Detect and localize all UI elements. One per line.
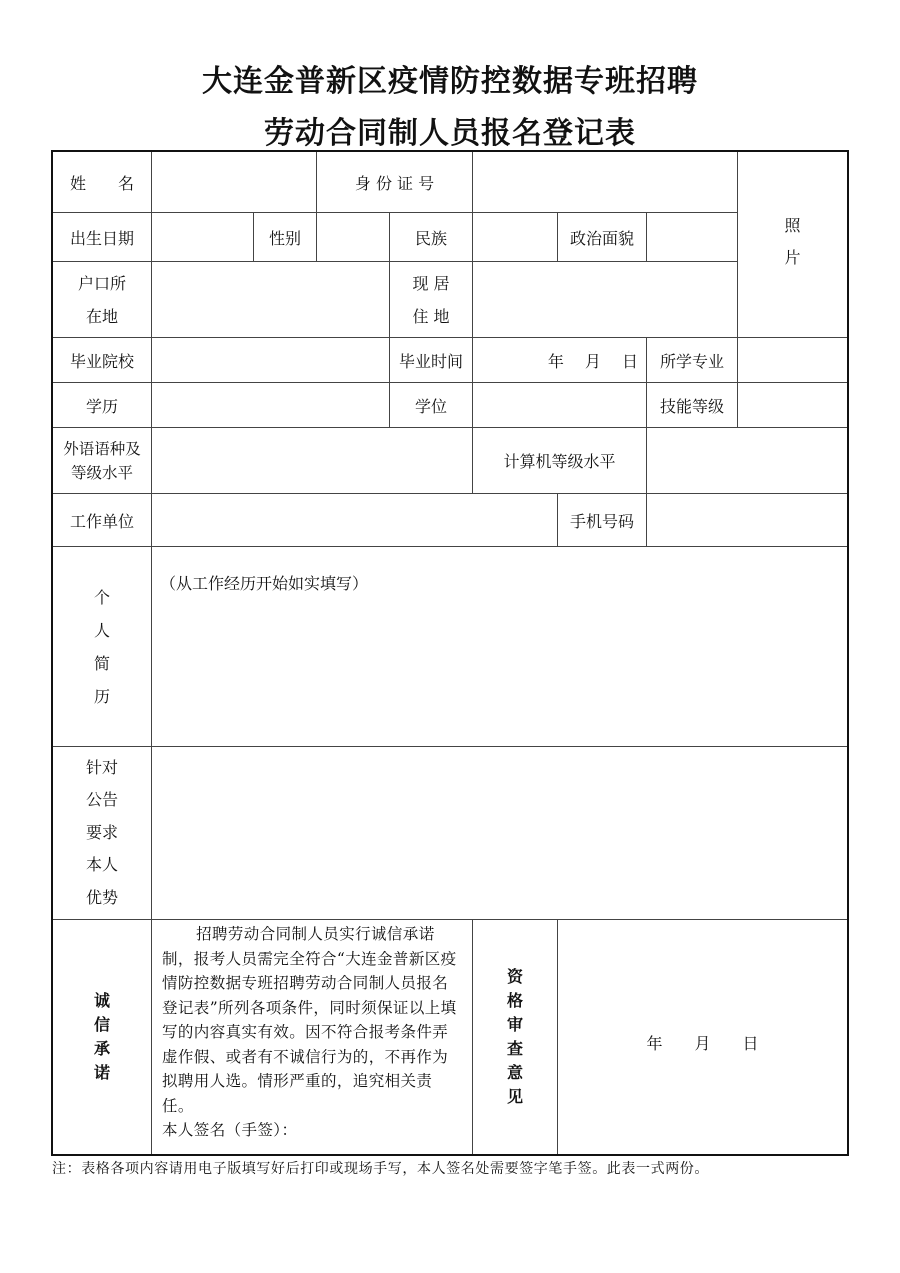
signature-label: 本人签名（手签）： [162,1121,298,1139]
computer-level-label-text: 计算机等级水平 [503,452,616,471]
school-field[interactable] [152,338,390,383]
degree-label [390,383,473,428]
resume-label-char: 个 [93,587,110,607]
review-label-char: 查 [506,1039,523,1058]
computer-level-field[interactable] [647,428,847,494]
major-field[interactable] [738,338,847,383]
resume-hint: （从工作经历开始如实填写） [160,574,369,593]
skill-level-field[interactable] [738,383,847,428]
phone-label-text: 手机号码 [569,511,634,531]
graduation-time-label [390,338,473,383]
id-number-label-text: 身 份 证 号 [354,173,435,193]
photo-label-1: 照 [784,216,801,235]
review-label-char: 见 [506,1087,523,1106]
birth-date-label-text: 出生日期 [69,228,134,248]
pledge-label-char: 诺 [93,1063,110,1082]
major-label [647,338,738,383]
graduation-time-label-text: 毕业时间 [398,351,463,371]
footer-note: 注：表格各项内容请用电子版填写好后打印或现场手写，本人签名处需要签字笔手签。此表一式两份。 [52,1161,709,1177]
gender-label [254,213,317,262]
residence-label-line-1: 现 居 [412,273,450,293]
name-label [53,152,152,213]
school-label [53,338,152,383]
employer-label-text: 工作单位 [69,511,134,531]
gender-label-text: 性别 [268,228,301,248]
photo-label-2: 片 [784,248,801,267]
hukou-label-line-1: 户口所 [77,273,126,293]
resume-field[interactable] [152,547,847,747]
advantage-label-line: 针对 [85,757,118,777]
language-label [53,428,152,494]
review-label-char: 审 [506,1015,523,1034]
review-opinion-field[interactable] [558,920,847,1154]
education-label [53,383,152,428]
review-label [473,920,558,1154]
resume-label-char: 历 [93,686,110,706]
ethnicity-field[interactable] [473,213,558,262]
form-title-line-1: 大连金普新区疫情防控数据专班招聘 [202,64,698,99]
residence-field[interactable] [473,262,738,338]
residence-label-line-2: 住 地 [412,306,450,326]
ethnicity-label [390,213,473,262]
form-title-line-2: 劳动合同制人员报名登记表 [264,116,636,151]
id-number-field[interactable] [473,152,738,213]
school-label-text: 毕业院校 [69,351,134,371]
hukou-label [53,262,152,338]
skill-level-label [647,383,738,428]
language-label-line-1: 外语语种及 [63,439,141,458]
language-field[interactable] [152,428,473,494]
hukou-field[interactable] [152,262,390,338]
pledge-label [53,920,152,1154]
pledge-label-char: 信 [93,1015,110,1034]
registration-form-table [51,150,849,1156]
graduation-time-field[interactable] [473,338,647,383]
degree-label-text: 学位 [414,396,447,416]
computer-level-label [473,428,647,494]
advantage-label [53,747,152,920]
political-status-label-text: 政治面貌 [569,228,634,248]
hukou-label-line-2: 在地 [85,306,118,326]
pledge-label-char: 承 [93,1039,110,1058]
pledge-label-char: 诚 [93,991,110,1010]
graduation-date-placeholder: 年 月 日 [547,351,638,371]
review-date: 年 月 日 [646,1033,759,1053]
id-number-label [317,152,473,213]
resume-label-char: 人 [93,620,110,640]
advantage-field[interactable] [152,747,847,920]
advantage-label-line: 要求 [85,822,118,842]
employer-label [53,494,152,547]
name-field[interactable] [152,152,317,213]
advantage-label-line: 公告 [85,790,118,810]
name-label-text: 姓 名 [69,173,134,193]
language-label-line-2: 等级水平 [70,463,133,482]
residence-label [390,262,473,338]
gender-field[interactable] [317,213,390,262]
advantage-label-line: 优势 [85,887,118,907]
birth-date-field[interactable] [152,213,254,262]
education-field[interactable] [152,383,390,428]
phone-label [558,494,647,547]
review-label-char: 意 [506,1063,523,1082]
advantage-label-line: 本人 [85,855,118,875]
photo-box[interactable] [738,152,847,338]
birth-date-label [53,213,152,262]
review-label-char: 资 [506,967,523,986]
skill-level-label-text: 技能等级 [659,396,724,416]
pledge-text-cell [152,920,473,1154]
pledge-text: 招聘劳动合同制人员实行诚信承诺制，报考人员需完全符合“大连金普新区疫情防控数据专班招聘劳动合同制人员报名登记表”所列各项条件，同时须保证以上填写的内容真实有效。因不符合报考条件弄虚作假、或者有不诚信行为的，不再作为拟聘用人选。情形严重的，追究相关责任。 [162,925,457,1115]
political-status-field[interactable] [647,213,738,262]
degree-field[interactable] [473,383,647,428]
ethnicity-label-text: 民族 [414,228,447,248]
resume-label-char: 简 [93,653,110,673]
resume-label [53,547,152,747]
review-label-char: 格 [506,991,523,1010]
phone-field[interactable] [647,494,847,547]
employer-field[interactable] [152,494,558,547]
major-label-text: 所学专业 [659,351,724,371]
education-label-text: 学历 [85,396,118,416]
political-status-label [558,213,647,262]
